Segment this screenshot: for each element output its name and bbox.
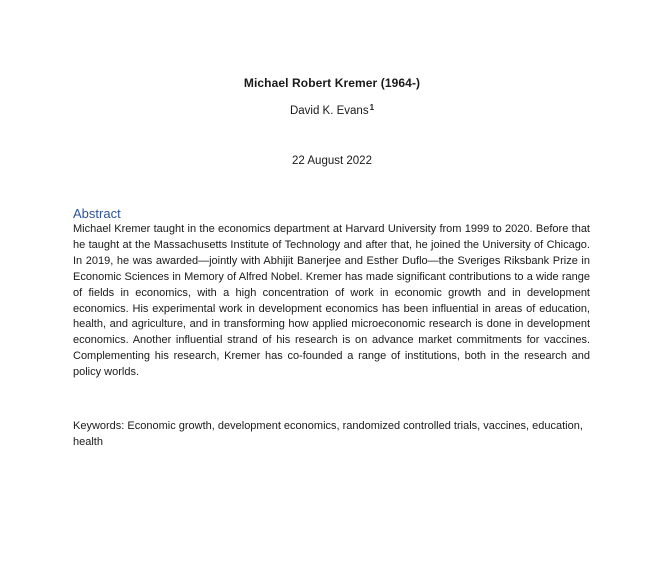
author-name: David K. Evans xyxy=(289,105,369,117)
author-footnote-marker: 1 xyxy=(369,103,375,112)
abstract-body: Michael Kremer taught in the economics department at Harvard University from 1999 to 2020. Before that he taught at the Massachusetts Institute of Technology and after that, he joined the University of Chicago. In 2019, he was awarded—jointly with Abhijit Banerjee and Esther Duflo—the Sveriges Riksbank Prize in Economic Sciences in Memory of Alfred Nobel. Kremer has made significant contributions to a wide range of fields in economics, with a high concentration of work in economic growth and in development economics. His experimental work in development economics has been influential in areas of education, health, and agriculture, and in transforming how applied microeconomic research is done in development economics. Another influential strand of his research is on advance market commitments for vaccines. Complementing his research, Kremer has co-founded a range of institutions, both in the research and policy worlds. xyxy=(73,223,590,379)
abstract-heading: Abstract xyxy=(73,206,121,221)
author-line xyxy=(0,103,664,117)
keywords-line: Keywords: Economic growth, development economics, randomized controlled trials, vaccines, education, health xyxy=(73,420,583,448)
publication-date: 22 August 2022 xyxy=(292,155,372,167)
paper-title: Michael Robert Kremer (1964-) xyxy=(243,76,421,90)
